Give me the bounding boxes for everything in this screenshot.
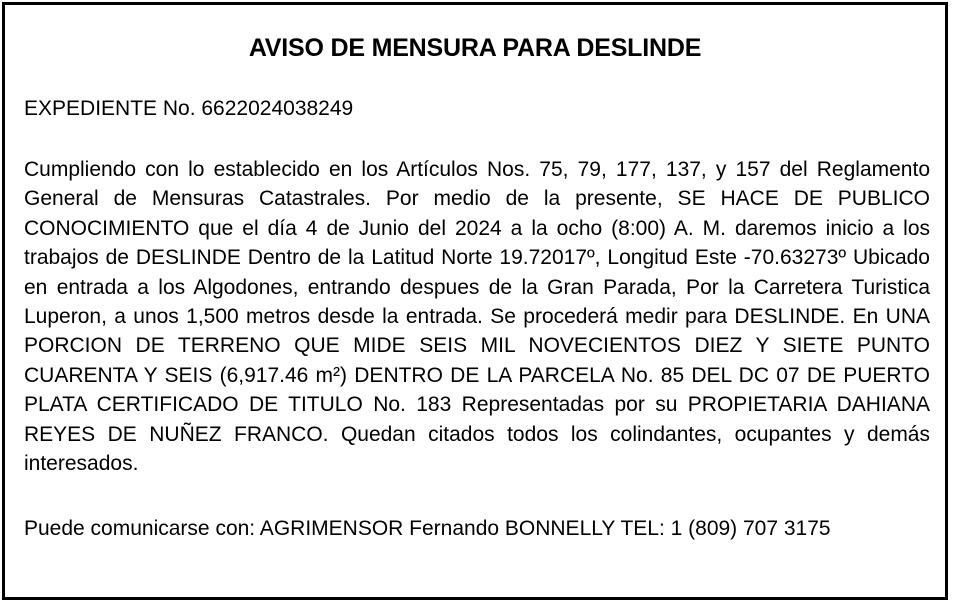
expediente-number: EXPEDIENTE No. 6622024038249 — [24, 97, 354, 120]
contact-info: Puede comunicarse con: AGRIMENSOR Fernando BONNELLY TEL: 1 (809) 707 3175 — [24, 517, 831, 540]
notice-title: AVISO DE MENSURA PARA DESLINDE — [248, 34, 702, 62]
notice-box — [2, 2, 948, 600]
notice-body: Cumpliendo con lo establecido en los Artículos Nos. 75, 79, 177, 137, y 157 del Reglamento General de Mensuras Catastrales. Por medio de la presente, SE HACE DE PUBLICO CONOCIMIENTO que el día 4 de Junio del 2024 a la ocho (8:00) A. M. daremos inicio a los trabajos de DESLINDE Dentro de la Latitud Norte 19.72017º, Longitud Este -70.63273º Ubicado en entrada a los Algodones, entrando despues de la Gran Parada, Por la Carretera Turistica Luperon, a unos 1,500 metros desde la entrada. Se procederá medir para DESLINDE. En UNA PORCION DE TERRENO QUE MIDE SEIS MIL NOVECIENTOS DIEZ Y SIETE PUNTO CUARENTA Y SEIS (6,917.46 m²) DENTRO DE LA PARCELA No. 85 DEL DC 07 DE PUERTO PLATA CERTIFICADO DE TITULO No. 183 Representadas por su PROPIETARIA DAHIANA REYES DE NUÑEZ FRANCO. Quedan citados todos los colindantes, ocupantes y demás interesados. — [24, 158, 930, 476]
